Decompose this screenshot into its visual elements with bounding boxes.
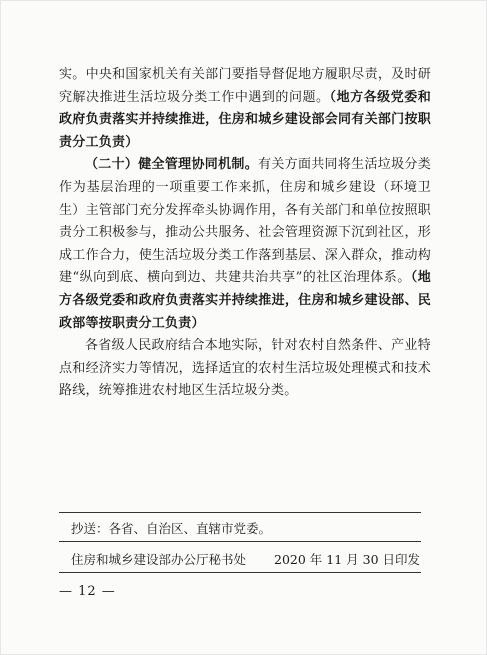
- page-number: — 12 —: [59, 584, 116, 599]
- cc-line: 抄送：各省、自治区、直辖市党委。: [71, 521, 272, 536]
- paragraph-rural-classification: [59, 335, 431, 403]
- issuing-office: 住房和城乡建设部办公厅秘书处: [71, 552, 247, 567]
- paragraph-continuation: [59, 64, 431, 154]
- paragraph-management-coordination: [59, 154, 431, 335]
- print-date: 2020 年 11 月 30 日印发: [274, 552, 420, 567]
- document-body: [59, 64, 431, 403]
- footer-divider-top: [59, 512, 421, 513]
- footer-divider-bottom: [59, 572, 421, 573]
- footer-divider-middle: [59, 541, 421, 542]
- paragraph-3-text: 各省级人民政府结合本地实际，针对农村自然条件、产业特点和经济实力等情况，选择适宜的农村生活垃圾处理模式和技术路线，统筹推进农村地区生活垃圾分类。: [59, 338, 431, 399]
- section-heading-20: （二十）健全管理协同机制。: [85, 157, 259, 173]
- responsibility-note-1: （地方各级党委和政府负责落实并持续推进，住房和城乡建设部会同有关部门按职责分工负责）: [59, 89, 431, 150]
- paragraph-1-text: 实。中央和国家机关有关部门要指导督促地方履职尽责，及时研究解决推进生活垃圾分类工作中遇到的问题。: [59, 67, 431, 105]
- responsibility-note-2: （地方各级党委和政府负责落实并持续推进，住房和城乡建设部、民政部等按职责分工负责）: [59, 270, 431, 331]
- paragraph-2-text: 有关方面共同将生活垃圾分类作为基层治理的一项重要工作来抓，住房和城乡建设（环境卫生）主管部门充分发挥牵头协调作用，各有关部门和单位按照职责分工积极参与，推动公共服务、社会管理资源下沉到社区，形成工作合力，使生活垃圾分类工作落到基层、深入群众，推动构建“纵向到底、横向到边、共建共治共享”的社区治理体系。: [59, 157, 431, 286]
